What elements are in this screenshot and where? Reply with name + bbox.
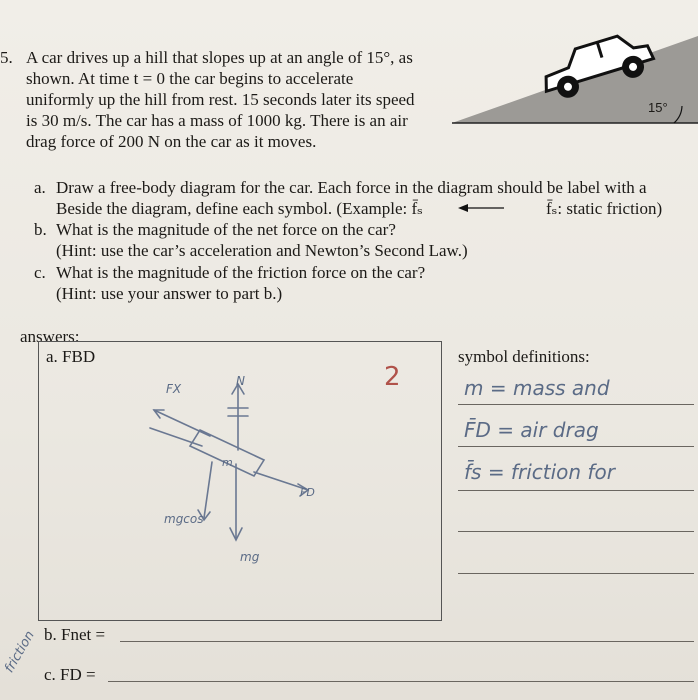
fbd-label: a. FBD — [46, 347, 96, 366]
symbol-heading: symbol definitions: — [458, 347, 590, 366]
fnet-label: b. Fnet = — [44, 625, 106, 644]
definition-1: m = mass and — [464, 376, 610, 400]
grade-score: 2 — [384, 362, 401, 392]
problem-number: 5. — [0, 48, 13, 67]
fbd-label-mgcos: mgcos — [164, 512, 204, 526]
definition-2: F̄D = air drag — [464, 418, 599, 442]
definition-line-4 — [458, 531, 694, 532]
part-a-letter: a. — [34, 178, 46, 197]
fd-answer-line — [108, 681, 694, 682]
fbd-label-fx: FX — [166, 382, 182, 396]
fbd-label-n: N — [236, 374, 245, 388]
definition-line-3 — [458, 490, 694, 491]
part-a-text: Draw a free-body diagram for the car. Each force in the diagram should be label with a — [56, 178, 647, 197]
part-c-hint: (Hint: use your answer to part b.) — [56, 284, 283, 303]
problem-line-2: shown. At time t = 0 the car begins to accelerate — [26, 69, 354, 88]
definition-line-2 — [458, 446, 694, 447]
definition-line-5 — [458, 573, 694, 574]
fd-label: c. FD = — [44, 665, 96, 684]
part-a-text2: Beside the diagram, define each symbol. (Example: f̄ₛ — [56, 199, 423, 218]
part-a-example: f̄ₛ: static friction) — [546, 199, 663, 218]
definition-3: f̄s = friction for — [464, 460, 615, 484]
fnet-answer-line — [120, 641, 694, 642]
part-b-text: What is the magnitude of the net force on the car? — [56, 220, 396, 239]
part-c-letter: c. — [34, 263, 46, 282]
part-b-letter: b. — [34, 220, 47, 239]
fbd-label-fd: FD — [300, 486, 315, 499]
problem-line-4: is 30 m/s. The car has a mass of 1000 kg. There is an air — [26, 111, 408, 130]
part-b-hint: (Hint: use the car’s acceleration and Newton’s Second Law.) — [56, 241, 468, 260]
hill-angle-label: 15° — [648, 100, 668, 115]
answers-heading: answers: — [20, 327, 80, 346]
part-c-text: What is the magnitude of the friction force on the car? — [56, 263, 426, 282]
fbd-label-m: m — [222, 456, 233, 469]
margin-note: friction — [2, 628, 38, 676]
example-arrow — [458, 200, 506, 216]
problem-line-5: drag force of 200 N on the car as it moves. — [26, 132, 317, 151]
definition-line-1 — [458, 404, 694, 405]
problem-line-3: uniformly up the hill from rest. 15 seconds later its speed — [26, 90, 415, 109]
problem-line-1: A car drives up a hill that slopes up at an angle of 15°, as — [26, 48, 413, 67]
free-body-diagram — [140, 368, 390, 578]
fbd-label-mg: mg — [240, 550, 260, 564]
